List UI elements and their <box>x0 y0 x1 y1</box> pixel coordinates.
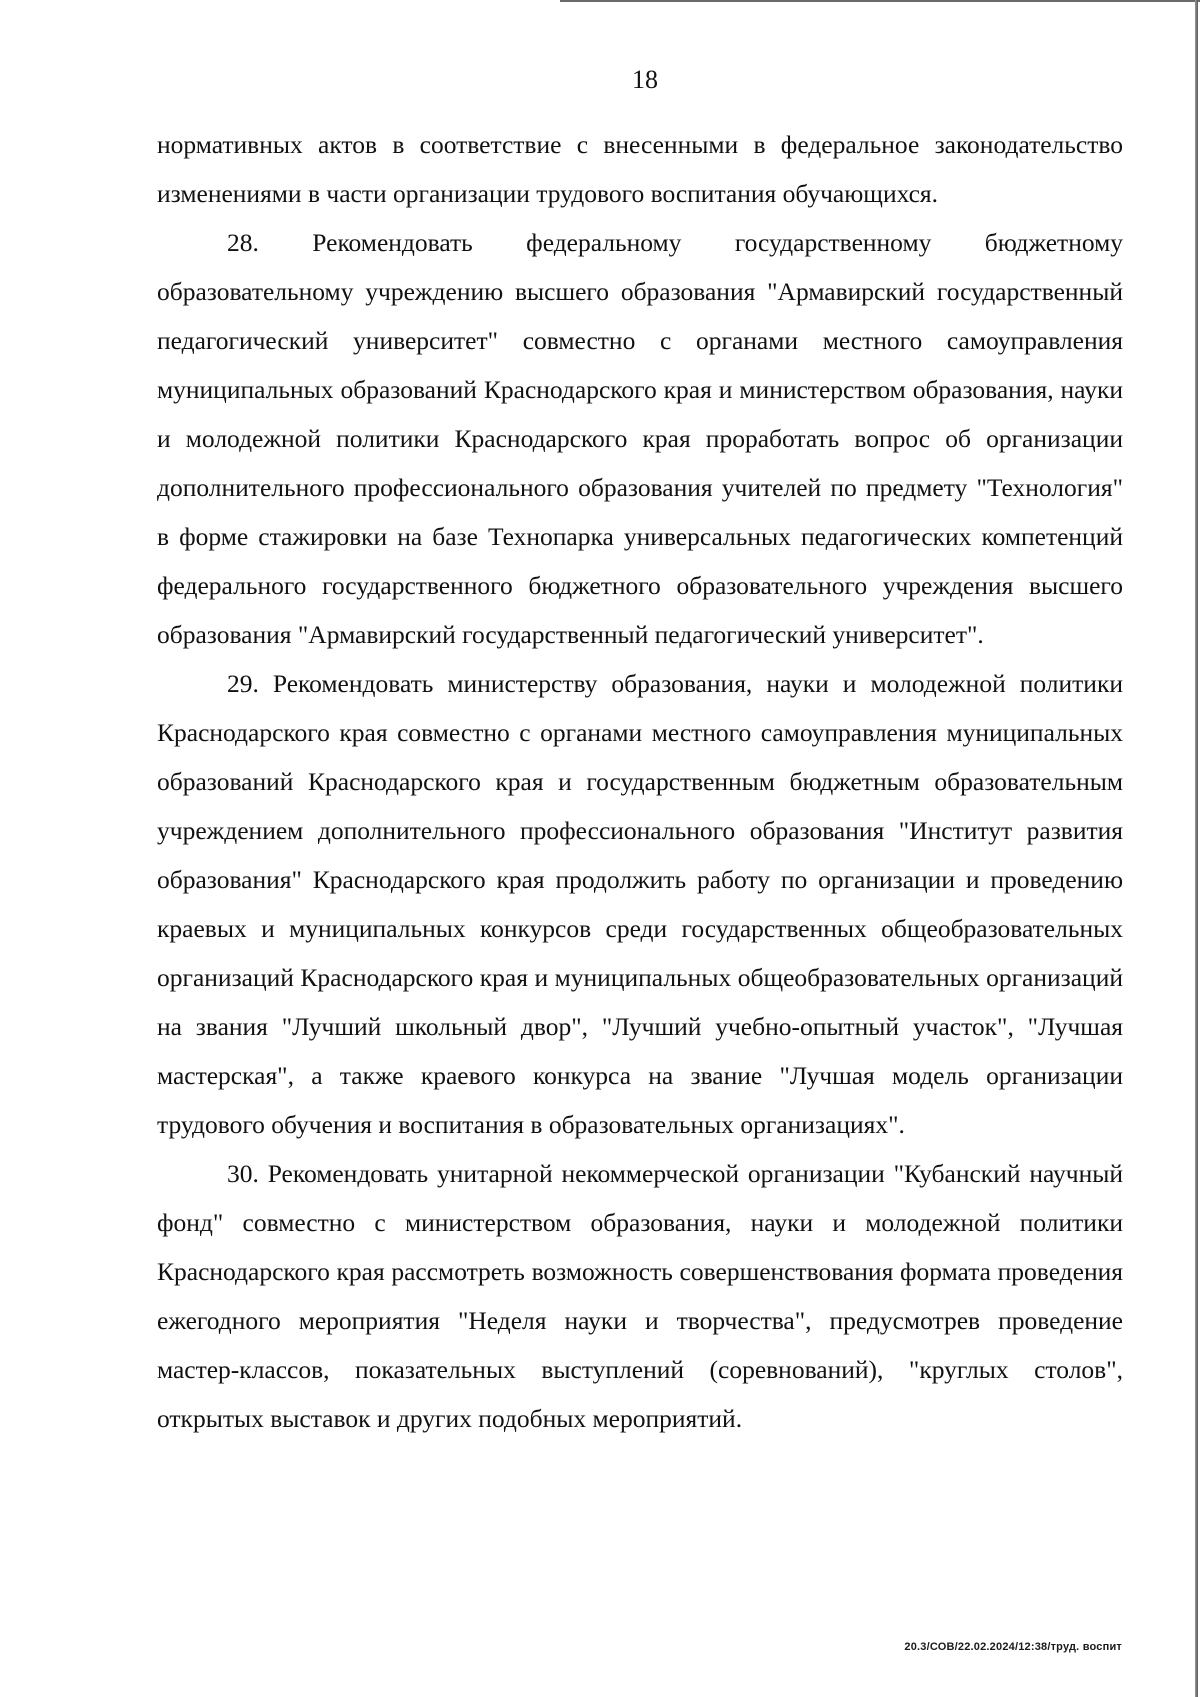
scan-edge-top <box>560 0 1200 2</box>
paragraph-item-28: 28. Рекомендовать федеральному государственному бюджетному образовательному учреждению высшего образования "Армавирский государственный педагогический университет" совместно с органами местного самоуправления муниципальных образований Краснодарского края и министерством образования, науки и молодежной политики Краснодарского края проработать вопрос об организации дополнительного профессионального образования учителей по предмету "Технология" в форме стажировки на базе Технопарка универсальных педагогических компетенций федерального государственного бюджетного образовательного учреждения высшего образования "Армавирский государственный педагогический университет". <box>157 228 1123 649</box>
paragraph-item-29: 29. Рекомендовать министерству образования, науки и молодежной политики Краснодарского края совместно с органами местного самоуправления муниципальных образований Краснодарского края и государственным бюджетным образовательным учреждением дополнительного профессионального образования "Институт развития образования" Краснодарского края продолжить работу по организации и проведению краевых и муниципальных конкурсов среди государственных общеобразовательных организаций Краснодарского края и муниципальных общеобразовательных организаций на звания "Лучший школьный двор", "Лучший учебно-опытный участок", "Лучшая мастерская", а также краевого конкурса на звание "Лучшая модель организации трудового обучения и воспитания в образовательных организациях". <box>157 669 1123 1139</box>
document-body <box>157 120 1123 1443</box>
paragraph-item-30: 30. Рекомендовать унитарной некоммерческой организации "Кубанский научный фонд" совместно с министерством образования, науки и молодежной политики Краснодарского края рассмотреть возможность совершенствования формата проведения ежегодного мероприятия "Неделя науки и творчества", предусмотрев проведение мастер-классов, показательных выступлений (соревнований), "круглых столов", открытых выставок и других подобных мероприятий. <box>157 1159 1123 1433</box>
scan-edge-right <box>1195 0 1198 1697</box>
paragraph-continuation: нормативных актов в соответствие с внесенными в федеральное законодательство изменениями в части организации трудового воспитания обучающихся. <box>157 130 1123 208</box>
footer-document-code: 20.3/СОВ/22.02.2024/12:38/труд. воспит <box>904 1641 1122 1653</box>
page-number: 18 <box>632 65 658 94</box>
